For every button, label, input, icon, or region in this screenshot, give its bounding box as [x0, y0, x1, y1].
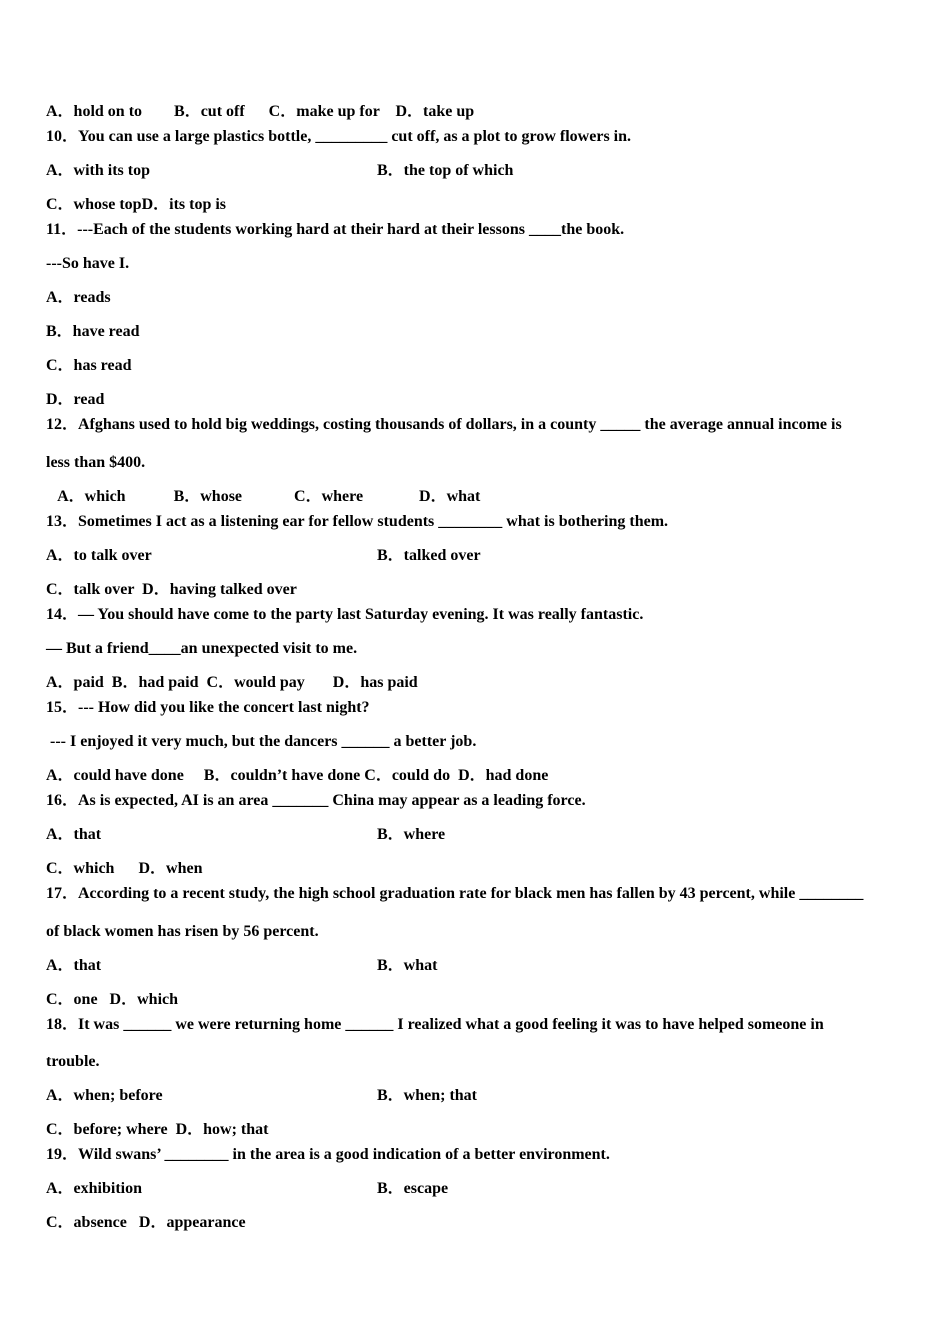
- q11-option-b: B．have read: [46, 323, 140, 340]
- q16-stem: 16．As is expected, AI is an area _______ China may appear as a leading force.: [46, 792, 586, 809]
- q18-options-cd: C．before; where D．how; that: [46, 1121, 269, 1138]
- q15-stem: 15．--- How did you like the concert last night?: [46, 699, 370, 716]
- q19-option-a: A．exhibition: [46, 1180, 143, 1197]
- q19-stem: 19．Wild swans’ ________ in the area is a good indication of a better environment.: [46, 1146, 610, 1163]
- q18-option-b: B．when; that: [377, 1087, 478, 1104]
- q17-stem-cont: of black women has risen by 56 percent.: [46, 923, 319, 940]
- q12-options: A．which B．whose C．where D．what: [46, 488, 481, 505]
- q16-option-b: B．where: [377, 826, 446, 843]
- q14-response: — But a friend____an unexpected visit to me.: [46, 640, 358, 657]
- q10-options-cd: C．whose topD．its top is: [46, 196, 227, 213]
- q13-option-a: A．to talk over: [46, 547, 152, 564]
- q16-option-a: A．that: [46, 826, 102, 843]
- q19-options-cd: C．absence D．appearance: [46, 1214, 246, 1231]
- q10-option-a: A．with its top: [46, 162, 151, 179]
- q13-options-cd: C．talk over D．having talked over: [46, 581, 297, 598]
- q17-options-cd: C．one D．which: [46, 991, 179, 1008]
- q13-option-b: B．talked over: [377, 547, 481, 564]
- q17-option-a: A．that: [46, 957, 102, 974]
- q16-options-cd: C．which D．when: [46, 860, 203, 877]
- q17-stem: 17．According to a recent study, the high school graduation rate for black men has fallen by 43 percent, while ________: [46, 885, 864, 902]
- q13-stem: 13．Sometimes I act as a listening ear for fellow students ________ what is bothering them.: [46, 513, 669, 530]
- q10-stem: 10．You can use a large plastics bottle, _________ cut off, as a plot to grow flowers in.: [46, 128, 632, 145]
- q18-stem: 18．It was ______ we were returning home ______ I realized what a good feeling it was to have helped someone in: [46, 1016, 824, 1033]
- q19-option-b: B．escape: [377, 1180, 449, 1197]
- q9-options: A．hold on to B．cut off C．make up for D．take up: [46, 103, 475, 120]
- q10-option-b: B．the top of which: [377, 162, 514, 179]
- q15-options: A．could have done B．couldn’t have done C．could do D．had done: [46, 767, 549, 784]
- q11-option-c: C．has read: [46, 357, 132, 374]
- q12-stem: 12．Afghans used to hold big weddings, costing thousands of dollars, in a county _____ the average annual income is: [46, 416, 842, 433]
- q18-option-a: A．when; before: [46, 1087, 163, 1104]
- q11-response: ---So have I.: [46, 255, 130, 272]
- q12-stem-cont: less than $400.: [46, 454, 146, 471]
- q11-option-d: D．read: [46, 391, 105, 408]
- q18-stem-cont: trouble.: [46, 1053, 100, 1070]
- q11-stem: 11．---Each of the students working hard at their hard at their lessons ____the book.: [46, 221, 625, 238]
- q15-response: --- I enjoyed it very much, but the dancers ______ a better job.: [46, 733, 477, 750]
- q11-option-a: A．reads: [46, 289, 111, 306]
- q17-option-b: B．what: [377, 957, 438, 974]
- q14-options: A．paid B．had paid C．would pay D．has paid: [46, 674, 418, 691]
- q14-stem: 14．— You should have come to the party last Saturday evening. It was really fantastic.: [46, 606, 644, 623]
